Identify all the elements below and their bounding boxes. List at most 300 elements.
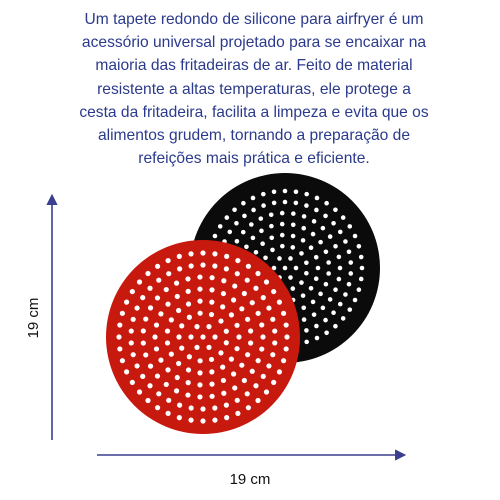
perforation-hole	[200, 262, 205, 267]
perforation-hole	[154, 322, 159, 327]
red-silicone-mat	[106, 240, 300, 434]
perforation-hole	[209, 275, 214, 280]
perforation-hole	[272, 328, 277, 333]
perforation-hole	[314, 276, 319, 281]
perforation-hole	[242, 291, 247, 296]
perforation-hole	[147, 383, 152, 388]
perforation-hole	[357, 287, 362, 292]
perforation-hole	[220, 365, 225, 370]
perforation-hole	[213, 234, 218, 239]
perforation-hole	[288, 275, 293, 280]
perforation-hole	[165, 302, 170, 307]
perforation-hole	[239, 306, 244, 311]
perforation-hole	[315, 196, 320, 201]
perforation-hole	[301, 238, 306, 243]
perforation-hole	[304, 260, 309, 265]
perforation-hole	[251, 208, 256, 213]
perforation-hole	[251, 196, 256, 201]
description-line: maioria das fritadeiras de ar. Feito de material	[95, 57, 413, 75]
perforation-hole	[324, 250, 329, 255]
perforation-hole	[158, 311, 163, 316]
perforation-hole	[338, 230, 343, 235]
perforation-hole	[218, 350, 223, 355]
perforation-hole	[251, 236, 256, 241]
perforation-hole	[260, 334, 265, 339]
perforation-hole	[323, 214, 328, 219]
perforation-hole	[124, 369, 129, 374]
perforation-hole	[248, 328, 253, 333]
height-dimension-label: 19 cm	[25, 297, 42, 339]
perforation-hole	[212, 405, 217, 410]
perforation-hole	[241, 230, 246, 235]
perforation-hole	[261, 203, 266, 208]
perforation-hole	[189, 263, 194, 268]
perforation-hole	[145, 271, 150, 276]
perforation-hole	[177, 403, 182, 408]
perforation-hole	[291, 245, 296, 250]
description-line: refeições mais prática e eficiente.	[138, 150, 370, 168]
perforation-hole	[174, 281, 179, 286]
perforation-hole	[326, 271, 331, 276]
perforation-hole	[232, 208, 237, 213]
perforation-hole	[269, 224, 274, 229]
perforation-hole	[235, 411, 240, 416]
description-line: alimentos grudem, tornando a preparação de	[97, 127, 411, 145]
perforation-hole	[280, 244, 285, 249]
perforation-hole	[280, 233, 285, 238]
perforation-hole	[120, 358, 125, 363]
perforation-hole	[209, 382, 214, 387]
perforation-hole	[224, 266, 229, 271]
width-dimension-label: 19 cm	[229, 471, 271, 488]
perforation-hole	[269, 235, 274, 240]
perforation-hole	[185, 276, 190, 281]
perforation-hole	[299, 251, 304, 256]
perforation-hole	[302, 214, 307, 219]
perforation-hole	[134, 363, 139, 368]
perforation-hole	[259, 346, 264, 351]
perforation-hole	[245, 391, 250, 396]
perforation-hole	[137, 279, 142, 284]
perforation-hole	[280, 211, 285, 216]
perforation-hole	[259, 229, 264, 234]
perforation-hole	[166, 258, 171, 263]
perforation-hole	[187, 354, 192, 359]
perforation-hole	[272, 340, 277, 345]
perforation-hole	[158, 358, 163, 363]
perforation-hole	[258, 216, 263, 221]
perforation-hole	[291, 222, 296, 227]
perforation-hole	[271, 380, 276, 385]
perforation-hole	[148, 364, 153, 369]
perforation-hole	[333, 208, 338, 213]
perforation-hole	[348, 260, 353, 265]
perforation-hole	[309, 286, 314, 291]
perforation-hole	[232, 283, 237, 288]
perforation-hole	[209, 394, 214, 399]
perforation-hole	[152, 334, 157, 339]
perforation-hole	[299, 280, 304, 285]
perforation-hole	[347, 250, 352, 255]
description-line: acessório universal projetado para se encaixar na	[81, 34, 427, 52]
perforation-hole	[221, 291, 226, 296]
perforation-hole	[245, 352, 250, 357]
perforation-hole	[359, 277, 364, 282]
perforation-hole	[186, 301, 191, 306]
perforation-hole	[341, 316, 346, 321]
perforation-hole	[343, 239, 348, 244]
perforation-hole	[338, 266, 343, 271]
perforation-hole	[291, 286, 296, 291]
perforation-hole	[324, 201, 329, 206]
perforation-hole	[200, 406, 205, 411]
perforation-hole	[177, 266, 182, 271]
perforation-hole	[261, 295, 266, 300]
perforation-hole	[212, 334, 217, 339]
perforation-hole	[130, 289, 135, 294]
perforation-hole	[331, 310, 336, 315]
perforation-hole	[147, 286, 152, 291]
perforation-hole	[234, 323, 239, 328]
perforation-hole	[174, 388, 179, 393]
perforation-hole	[328, 297, 333, 302]
perforation-hole	[301, 306, 306, 311]
perforation-hole	[324, 282, 329, 287]
perforation-hole	[176, 334, 181, 339]
perforation-hole	[231, 297, 236, 302]
perforation-hole	[321, 306, 326, 311]
perforation-hole	[224, 415, 229, 420]
perforation-hole	[175, 294, 180, 299]
perforation-hole	[311, 300, 316, 305]
perforation-hole	[255, 398, 260, 403]
perforation-hole	[176, 361, 181, 366]
perforation-hole	[188, 334, 193, 339]
perforation-hole	[169, 317, 174, 322]
perforation-hole	[304, 328, 309, 333]
perforation-hole	[235, 239, 240, 244]
perforation-hole	[189, 405, 194, 410]
perforation-hole	[353, 234, 358, 239]
perforation-hole	[348, 271, 353, 276]
perforation-hole	[250, 300, 255, 305]
perforation-hole	[179, 346, 184, 351]
perforation-hole	[116, 334, 121, 339]
perforation-hole	[140, 295, 145, 300]
perforation-hole	[197, 286, 202, 291]
perforation-hole	[284, 322, 289, 327]
perforation-hole	[250, 369, 255, 374]
perforation-hole	[281, 358, 286, 363]
perforation-hole	[194, 324, 199, 329]
perforation-hole	[304, 192, 309, 197]
perforation-hole	[155, 373, 160, 378]
perforation-hole	[218, 318, 223, 323]
perforation-hole	[209, 300, 214, 305]
perforation-hole	[314, 255, 319, 260]
perforation-hole	[209, 312, 214, 317]
perforation-hole	[212, 418, 217, 423]
perforation-hole	[263, 255, 268, 260]
perforation-hole	[302, 317, 307, 322]
perforation-hole	[272, 201, 277, 206]
perforation-hole	[131, 352, 136, 357]
perforation-hole	[283, 189, 288, 194]
perforation-hole	[129, 340, 134, 345]
perforation-hole	[232, 385, 237, 390]
perforation-hole	[294, 201, 299, 206]
perforation-hole	[331, 221, 336, 226]
perforation-hole	[224, 254, 229, 259]
perforation-hole	[266, 305, 271, 310]
perforation-hole	[360, 266, 365, 271]
perforation-hole	[277, 256, 282, 261]
perforation-hole	[212, 263, 217, 268]
perforation-hole	[166, 411, 171, 416]
perforation-hole	[266, 363, 271, 368]
perforation-hole	[328, 234, 333, 239]
perforation-hole	[145, 398, 150, 403]
perforation-hole	[304, 203, 309, 208]
perforation-hole	[143, 316, 148, 321]
perforation-hole	[253, 383, 258, 388]
perforation-hole	[164, 287, 169, 292]
perforation-hole	[236, 334, 241, 339]
perforation-hole	[200, 334, 205, 339]
perforation-hole	[221, 278, 226, 283]
perforation-hole	[143, 352, 148, 357]
perforation-hole	[164, 382, 169, 387]
perforation-hole	[284, 334, 289, 339]
perforation-hole	[347, 224, 352, 229]
perforation-hole	[357, 244, 362, 249]
perforation-hole	[218, 224, 223, 229]
perforation-hole	[312, 219, 317, 224]
perforation-hole	[169, 352, 174, 357]
perforation-hole	[120, 311, 125, 316]
perforation-hole	[206, 345, 211, 350]
perforation-hole	[188, 418, 193, 423]
perforation-hole	[288, 256, 293, 261]
perforation-hole	[224, 403, 229, 408]
perforation-hole	[186, 380, 191, 385]
perforation-hole	[315, 336, 320, 341]
perforation-hole	[198, 358, 203, 363]
perforation-hole	[221, 391, 226, 396]
perforation-hole	[333, 324, 338, 329]
perforation-hole	[294, 266, 299, 271]
perforation-hole	[304, 271, 309, 276]
perforation-hole	[245, 278, 250, 283]
perforation-hole	[235, 258, 240, 263]
perforation-hole	[224, 340, 229, 345]
perforation-hole	[291, 211, 296, 216]
perforation-hole	[338, 302, 343, 307]
perforation-hole	[155, 264, 160, 269]
perforation-hole	[137, 389, 142, 394]
perforation-hole	[304, 340, 309, 345]
perforation-hole	[272, 189, 277, 194]
perforation-hole	[253, 286, 258, 291]
perforation-hole	[244, 245, 249, 250]
perforation-hole	[326, 260, 331, 265]
perforation-hole	[212, 251, 217, 256]
perforation-hole	[131, 317, 136, 322]
perforation-hole	[154, 346, 159, 351]
perforation-hole	[235, 398, 240, 403]
perforation-hole	[224, 329, 229, 334]
perforation-hole	[117, 322, 122, 327]
perforation-hole	[270, 248, 275, 253]
perforation-hole	[140, 374, 145, 379]
perforation-hole	[242, 378, 247, 383]
perforation-hole	[177, 254, 182, 259]
perforation-hole	[197, 370, 202, 375]
perforation-hole	[277, 300, 282, 305]
perforation-hole	[260, 241, 265, 246]
perforation-hole	[209, 287, 214, 292]
perforation-hole	[166, 271, 171, 276]
perforation-hole	[155, 405, 160, 410]
perforation-hole	[359, 255, 364, 260]
perforation-hole	[283, 200, 288, 205]
perforation-hole	[221, 378, 226, 383]
perforation-hole	[177, 415, 182, 420]
perforation-hole	[269, 212, 274, 217]
perforation-hole	[234, 346, 239, 351]
perforation-hole	[134, 305, 139, 310]
perforation-hole	[254, 250, 259, 255]
perforation-hole	[220, 304, 225, 309]
perforation-hole	[316, 266, 321, 271]
perforation-hole	[301, 293, 306, 298]
perforation-hole	[197, 394, 202, 399]
perforation-hole	[324, 330, 329, 335]
perforation-hole	[165, 328, 170, 333]
perforation-hole	[245, 317, 250, 322]
perforation-hole	[148, 305, 153, 310]
perforation-hole	[312, 312, 317, 317]
perforation-hole	[242, 214, 247, 219]
description-line: Um tapete redondo de silicone para airfryer é um	[84, 11, 424, 28]
perforation-hole	[234, 221, 239, 226]
perforation-hole	[280, 222, 285, 227]
perforation-hole	[347, 282, 352, 287]
perforation-hole	[235, 271, 240, 276]
perforation-hole	[314, 324, 319, 329]
perforation-hole	[259, 322, 264, 327]
perforation-hole	[197, 382, 202, 387]
perforation-hole	[130, 380, 135, 385]
perforation-hole	[277, 369, 282, 374]
perforation-hole	[255, 271, 260, 276]
perforation-hole	[231, 371, 236, 376]
perforation-hole	[264, 279, 269, 284]
perforation-hole	[318, 292, 323, 297]
perforation-hole	[314, 208, 319, 213]
perforation-hole	[229, 357, 234, 362]
perforation-hole	[176, 308, 181, 313]
perforation-hole	[294, 189, 299, 194]
perforation-hole	[321, 226, 326, 231]
perforation-hole	[281, 311, 286, 316]
perforation-hole	[179, 323, 184, 328]
perforation-hole	[197, 274, 202, 279]
perforation-hole	[283, 266, 288, 271]
perforation-hole	[337, 255, 342, 260]
perforation-hole	[194, 345, 199, 350]
perforation-hole	[311, 232, 316, 237]
perforation-hole	[227, 230, 232, 235]
perforation-hole	[166, 398, 171, 403]
perforation-hole	[309, 245, 314, 250]
perforation-hole	[129, 328, 134, 333]
perforation-hole	[337, 277, 342, 282]
perforation-hole	[156, 391, 161, 396]
perforation-hole	[141, 328, 146, 333]
perforation-hole	[246, 264, 251, 269]
perforation-hole	[165, 340, 170, 345]
perforation-hole	[323, 318, 328, 323]
perforation-hole	[186, 367, 191, 372]
perforation-hole	[155, 295, 160, 300]
perforation-hole	[141, 340, 146, 345]
perforation-hole	[270, 317, 275, 322]
perforation-hole	[333, 244, 338, 249]
perforation-hole	[209, 357, 214, 362]
perforation-hole	[156, 278, 161, 283]
perforation-hole	[165, 367, 170, 372]
perforation-hole	[198, 311, 203, 316]
perforation-hole	[241, 201, 246, 206]
perforation-hole	[209, 369, 214, 374]
perforation-hole	[353, 298, 358, 303]
description-line: resistente a altas temperaturas, ele protege a	[97, 80, 411, 98]
perforation-hole	[347, 307, 352, 312]
perforation-hole	[246, 405, 251, 410]
description-line: cesta da fritadeira, facilita a limpeza e evita que os	[79, 103, 429, 121]
perforation-hole	[264, 389, 269, 394]
perforation-hole	[225, 215, 230, 220]
perforation-hole	[229, 312, 234, 317]
perforation-hole	[188, 251, 193, 256]
perforation-hole	[271, 289, 276, 294]
perforation-hole	[284, 346, 289, 351]
perforation-hole	[343, 292, 348, 297]
perforation-hole	[239, 363, 244, 368]
perforation-hole	[200, 250, 205, 255]
perforation-hole	[270, 352, 275, 357]
perforation-hole	[333, 287, 338, 292]
perforation-hole	[186, 289, 191, 294]
perforation-hole	[248, 340, 253, 345]
perforation-hole	[301, 226, 306, 231]
perforation-hole	[175, 375, 180, 380]
perforation-hole	[185, 392, 190, 397]
perforation-hole	[200, 418, 205, 423]
perforation-hole	[256, 358, 261, 363]
perforation-hole	[117, 346, 122, 351]
perforation-hole	[256, 311, 261, 316]
perforation-hole	[261, 374, 266, 379]
perforation-hole	[197, 299, 202, 304]
perforation-hole	[341, 215, 346, 220]
perforation-hole	[206, 324, 211, 329]
perforation-hole	[187, 315, 192, 320]
perforation-hole	[291, 234, 296, 239]
perforation-hole	[124, 300, 129, 305]
perforation-hole	[249, 222, 254, 227]
